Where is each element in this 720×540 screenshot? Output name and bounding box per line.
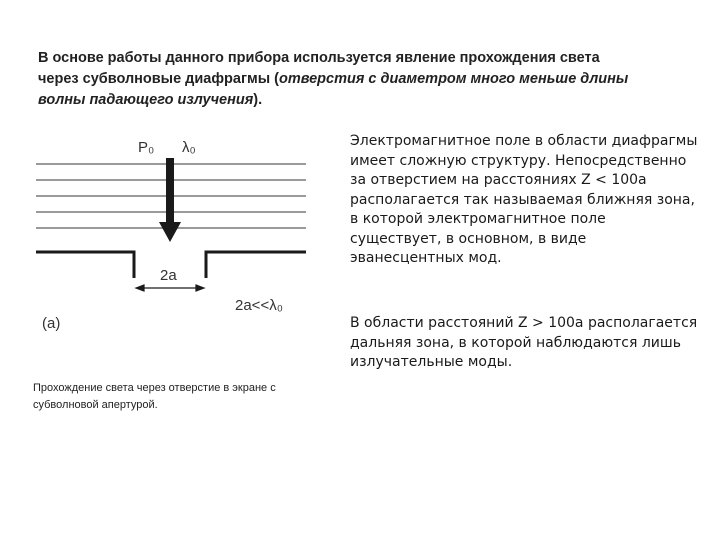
wavelength-label: λ₀ — [182, 139, 196, 156]
incident-arrow — [159, 158, 181, 242]
aperture-label: 2a — [160, 267, 177, 284]
panel-label: (a) — [42, 315, 61, 332]
heading-italic: отверстия с диаметром много меньше длины волны падающего излучения — [38, 71, 629, 108]
aperture-width-arrow — [136, 285, 204, 291]
intro-heading — [38, 48, 638, 111]
near-zone-paragraph: Электромагнитное поле в области диафрагмы имеет сложную структуру. Непосредственно за отверстием на расстояниях Z < 100a располагается так называемая ближняя зона, в которой электромагнитное поле существует, в основном, в виде эванесцентных мод. — [350, 133, 698, 266]
condition-label: 2a<<λ₀ — [235, 297, 283, 314]
power-label: P₀ — [138, 139, 155, 156]
figure-caption: Прохождение света через отверстие в экране с субволновой апертурой. — [33, 382, 276, 411]
aperture-diagram — [30, 130, 330, 340]
far-zone-paragraph: В области расстояний Z > 100a располагается дальняя зона, в которой наблюдаются лишь излучательные моды. — [350, 315, 698, 370]
heading-part2: ). — [253, 92, 263, 108]
heading-part1: В основе работы данного прибора используется явление прохождения света через субволновые диафрагмы ( — [38, 50, 600, 87]
